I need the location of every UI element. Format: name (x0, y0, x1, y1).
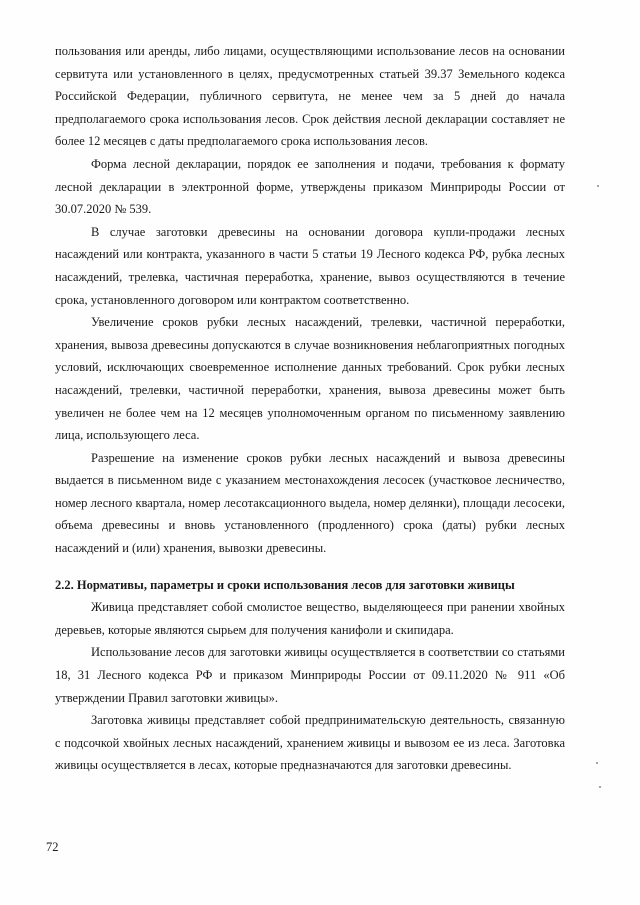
section-paragraph-1: Живица представляет собой смолистое вещество, выделяющееся при ранении хвойных деревьев, которые являются сырьем для получения канифоли и скипидара. (55, 600, 565, 637)
section-paragraph-3: Заготовка живицы представляет собой предпринимательскую деятельность, связанную с подсочкой хвойных лесных насаждений, хранением живицы и вывозом ее из леса. Заготовка живицы осуществляется в лесах, которые предназначаются для заготовки древесины. (55, 713, 565, 773)
document-body (55, 40, 565, 777)
paragraph-4: Увеличение сроков рубки лесных насаждений, трелевки, частичной переработки, хранения, вывоза древесины допускаются в случае возникновения неблагоприятных погодных условий, исключающих своевременное исполнение данных требований. Срок рубки лесных насаждений, трелевки, частичной переработки, хранения, вывоза древесины может быть увеличен не более чем на 12 месяцев уполномоченным органом по письменному заявлению лица, использующего леса. (55, 315, 565, 443)
paragraph-3: В случае заготовки древесины на основании договора купли-продажи лесных насаждений или контракта, указанного в части 5 статьи 19 Лесного кодекса РФ, рубка лесных насаждений, трелевка, частичная переработка, хранение, вывоз осуществляются в течение срока, установленного договором или контрактом соответственно. (55, 224, 565, 307)
section-heading: 2.2. Нормативы, параметры и сроки использования лесов для заготовки живицы (55, 577, 515, 592)
scan-speck (596, 762, 598, 764)
paragraph-2: Форма лесной декларации, порядок ее заполнения и подачи, требования к формату лесной декларации в электронной форме, утверждены приказом Минприроды России от 30.07.2020 № 539. (55, 156, 565, 217)
page-number: 72 (46, 840, 59, 854)
section-paragraph-2: Использование лесов для заготовки живицы осуществляется в соответствии со статьями 18, 31 Лесного кодекса РФ и приказом Минприроды России от 09.11.2020 № 911 «Об утверждении Правил заготовки живицы». (55, 645, 565, 705)
scan-speck (599, 786, 601, 788)
scan-speck (597, 185, 599, 187)
paragraph-5: Разрешение на изменение сроков рубки лесных насаждений и вывоза древесины выдается в письменном виде с указанием местонахождения лесосек (участковое лесничество, номер лесного квартала, номер лесотаксационного выдела, номер делянки), площади лесосеки, объема древесины и вновь установленного (продленного) срока (даты) рубки лесных насаждений и (или) хранения, вывозки древесины. (55, 450, 565, 556)
paragraph-1: пользования или аренды, либо лицами, осуществляющими использование лесов на основании сервитута или установленного в целях, предусмотренных статьей 39.37 Земельного кодекса Российской Федерации, публичного сервитута, не менее чем за 5 дней до начала предполагаемого срока использования лесов. Срок действия лесной декларации составляет не более 12 месяцев с даты предполагаемого срока использования лесов. (55, 44, 565, 149)
